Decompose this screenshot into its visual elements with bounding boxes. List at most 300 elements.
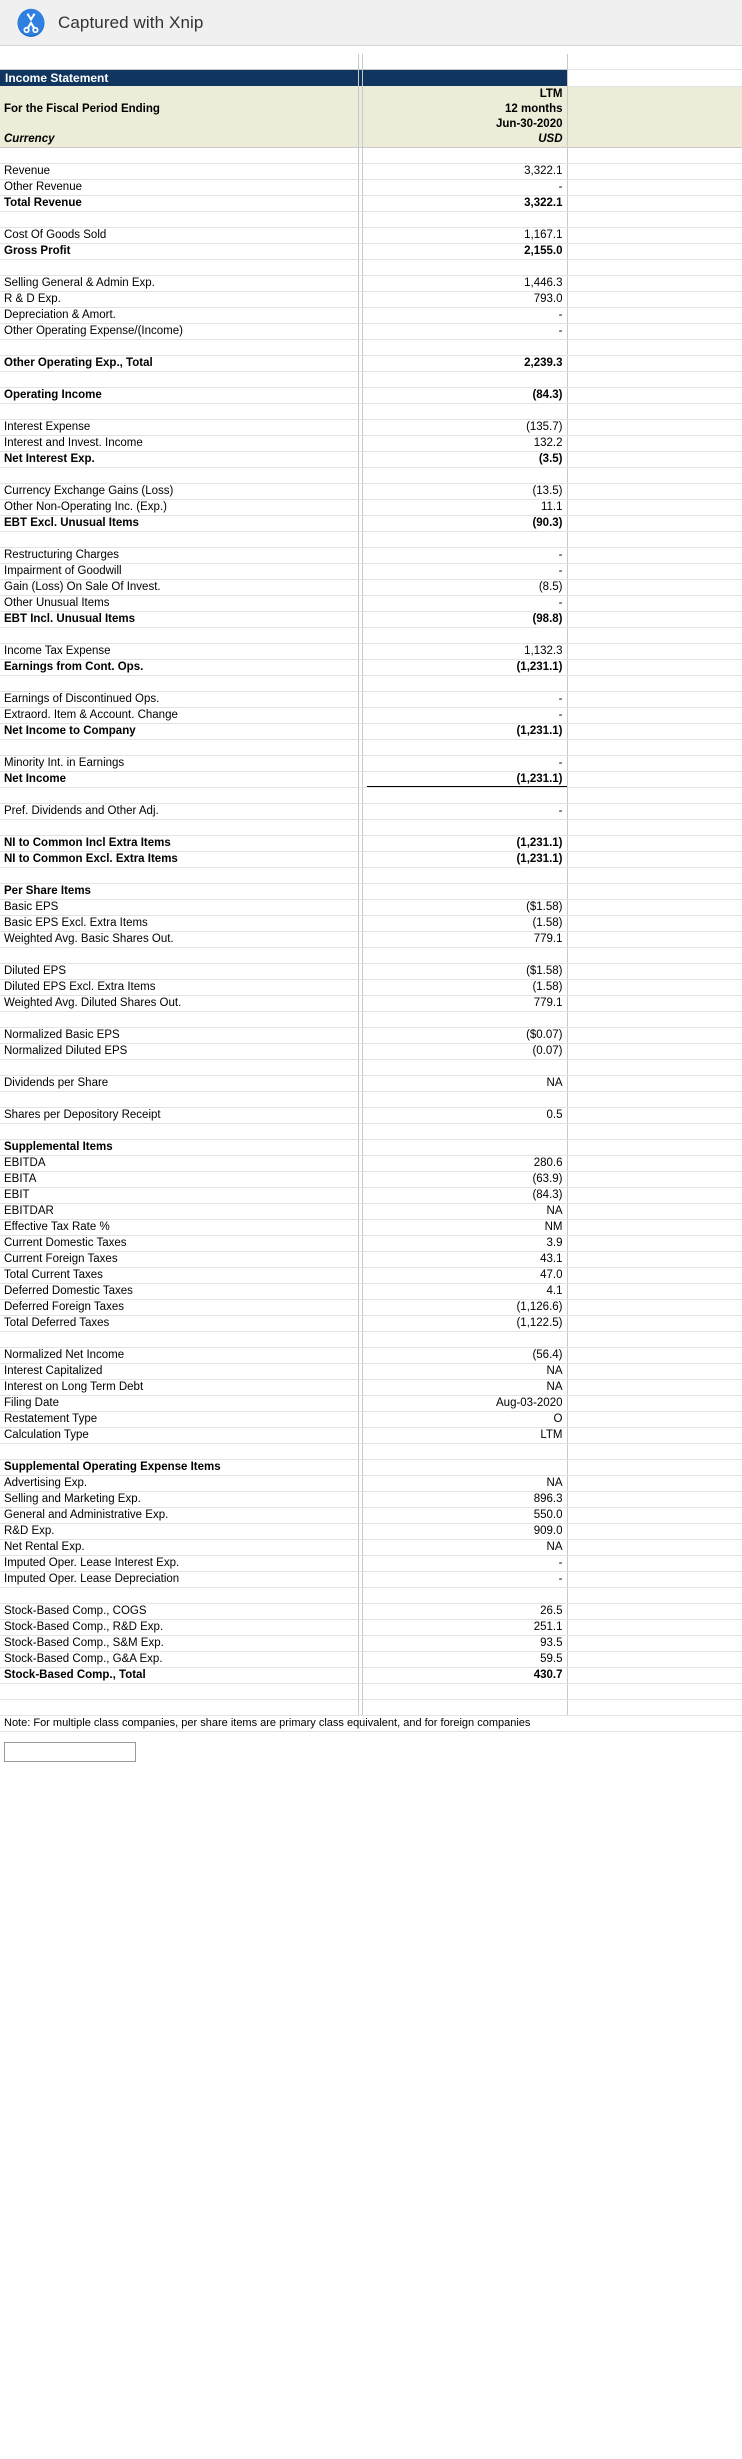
row-tail-cell bbox=[567, 1075, 742, 1091]
row-value: (1.58) bbox=[362, 979, 567, 995]
row-tail-cell bbox=[567, 1491, 742, 1507]
row-value: 59.5 bbox=[362, 1651, 567, 1667]
row-value: (13.5) bbox=[362, 483, 567, 499]
row-tail-cell bbox=[567, 339, 742, 355]
row-label: Current Foreign Taxes bbox=[0, 1251, 358, 1267]
row-label: Advertising Exp. bbox=[0, 1475, 358, 1491]
row-value: (1,231.1) bbox=[362, 771, 567, 787]
spacer-value-cell bbox=[362, 1011, 567, 1027]
row-label: Minority Int. in Earnings bbox=[0, 755, 358, 771]
row-tail-cell bbox=[567, 883, 742, 899]
header-tail-1 bbox=[567, 86, 742, 102]
row-value: ($0.07) bbox=[362, 1027, 567, 1043]
row-tail-cell bbox=[567, 1635, 742, 1651]
spacer-value-cell bbox=[362, 947, 567, 963]
period-end-date: Jun-30-2020 bbox=[362, 117, 567, 132]
row-label: Depreciation & Amort. bbox=[0, 307, 358, 323]
table-row bbox=[0, 691, 742, 707]
table-row bbox=[0, 1171, 742, 1187]
row-label: Weighted Avg. Basic Shares Out. bbox=[0, 931, 358, 947]
row-value: (1,122.5) bbox=[362, 1315, 567, 1331]
spacer-label-cell bbox=[0, 1683, 358, 1699]
row-value: (1,231.1) bbox=[362, 835, 567, 851]
table-row-grand-total bbox=[0, 771, 742, 787]
table-row bbox=[0, 1523, 742, 1539]
row-label: Interest Expense bbox=[0, 419, 358, 435]
spacer-value-cell bbox=[362, 787, 567, 803]
row-tail-cell bbox=[567, 1699, 742, 1715]
spacer-label-cell bbox=[0, 371, 358, 387]
period-label: For the Fiscal Period Ending bbox=[0, 102, 358, 117]
row-tail-cell bbox=[567, 947, 742, 963]
row-tail-cell bbox=[567, 323, 742, 339]
row-tail-cell bbox=[567, 259, 742, 275]
row-value: - bbox=[362, 1555, 567, 1571]
row-value: O bbox=[362, 1411, 567, 1427]
row-label: EBITDA bbox=[0, 1155, 358, 1171]
row-label: Impairment of Goodwill bbox=[0, 563, 358, 579]
row-label: Earnings of Discontinued Ops. bbox=[0, 691, 358, 707]
header-row-period bbox=[0, 102, 742, 117]
row-label: EBITDAR bbox=[0, 1203, 358, 1219]
table-row bbox=[0, 1155, 742, 1171]
row-tail-cell bbox=[567, 1395, 742, 1411]
row-tail-cell bbox=[567, 851, 742, 867]
row-value: 251.1 bbox=[362, 1619, 567, 1635]
row-tail-cell bbox=[567, 1331, 742, 1347]
row-label: Diluted EPS Excl. Extra Items bbox=[0, 979, 358, 995]
row-tail-cell bbox=[567, 467, 742, 483]
row-tail-cell bbox=[567, 1443, 742, 1459]
spacer-value-cell bbox=[362, 339, 567, 355]
row-value: 3.9 bbox=[362, 1235, 567, 1251]
table-row bbox=[0, 579, 742, 595]
spacer-label-cell bbox=[0, 147, 358, 163]
table-row-total bbox=[0, 515, 742, 531]
spacer-value-cell bbox=[362, 1587, 567, 1603]
row-tail-cell bbox=[567, 195, 742, 211]
spacer-row bbox=[0, 371, 742, 387]
table-row bbox=[0, 435, 742, 451]
income-statement-sheet bbox=[0, 46, 742, 1762]
row-label: Stock-Based Comp., Total bbox=[0, 1667, 358, 1683]
spacer-value-cell bbox=[362, 867, 567, 883]
table-body bbox=[0, 54, 742, 1715]
row-label: EBITA bbox=[0, 1171, 358, 1187]
row-tail-cell bbox=[567, 1683, 742, 1699]
row-value: NA bbox=[362, 1379, 567, 1395]
table-section-heading bbox=[0, 883, 742, 899]
table-row bbox=[0, 227, 742, 243]
row-tail-cell bbox=[567, 1283, 742, 1299]
row-tail-cell bbox=[567, 931, 742, 947]
row-label: Restructuring Charges bbox=[0, 547, 358, 563]
row-tail-cell bbox=[567, 499, 742, 515]
table-row bbox=[0, 547, 742, 563]
spacer-value-cell bbox=[362, 819, 567, 835]
row-label: EBT Excl. Unusual Items bbox=[0, 515, 358, 531]
spacer-row bbox=[0, 211, 742, 227]
row-tail-cell bbox=[567, 1027, 742, 1043]
table-row-total bbox=[0, 451, 742, 467]
row-label: Restatement Type bbox=[0, 1411, 358, 1427]
row-value: (8.5) bbox=[362, 579, 567, 595]
row-tail-cell bbox=[567, 1539, 742, 1555]
row-label: Other Operating Exp., Total bbox=[0, 355, 358, 371]
table-section-heading bbox=[0, 1459, 742, 1475]
spacer-value-cell bbox=[362, 1059, 567, 1075]
table-row bbox=[0, 1043, 742, 1059]
row-value: NA bbox=[362, 1363, 567, 1379]
row-label: Selling General & Admin Exp. bbox=[0, 275, 358, 291]
table-row-total bbox=[0, 835, 742, 851]
row-value: Aug-03-2020 bbox=[362, 1395, 567, 1411]
row-label: Net Income to Company bbox=[0, 723, 358, 739]
table-section-heading bbox=[0, 1139, 742, 1155]
row-value: 779.1 bbox=[362, 931, 567, 947]
spacer-value-cell bbox=[362, 1331, 567, 1347]
header-tail-4 bbox=[567, 132, 742, 148]
spacer-row bbox=[0, 787, 742, 803]
spacer-row bbox=[0, 675, 742, 691]
xnip-capture-label: Captured with Xnip bbox=[58, 12, 204, 32]
row-tail-cell bbox=[567, 755, 742, 771]
spacer-label-cell bbox=[0, 1587, 358, 1603]
row-tail-cell bbox=[567, 291, 742, 307]
row-label: Stock-Based Comp., R&D Exp. bbox=[0, 1619, 358, 1635]
row-value: ($1.58) bbox=[362, 899, 567, 915]
row-value: - bbox=[362, 755, 567, 771]
row-tail-cell bbox=[567, 355, 742, 371]
row-value: (84.3) bbox=[362, 1187, 567, 1203]
row-value: 550.0 bbox=[362, 1507, 567, 1523]
table-row bbox=[0, 1283, 742, 1299]
row-value: - bbox=[362, 323, 567, 339]
row-value: (1,231.1) bbox=[362, 723, 567, 739]
row-tail-cell bbox=[567, 451, 742, 467]
row-tail-cell bbox=[567, 419, 742, 435]
row-tail-cell bbox=[567, 995, 742, 1011]
row-tail-cell bbox=[567, 1219, 742, 1235]
row-tail-cell bbox=[567, 1427, 742, 1443]
table-row bbox=[0, 1379, 742, 1395]
row-label: Stock-Based Comp., G&A Exp. bbox=[0, 1651, 358, 1667]
row-value: 47.0 bbox=[362, 1267, 567, 1283]
row-tail-cell bbox=[567, 1523, 742, 1539]
row-label: Imputed Oper. Lease Interest Exp. bbox=[0, 1555, 358, 1571]
row-tail-cell bbox=[567, 1203, 742, 1219]
row-tail-cell bbox=[567, 627, 742, 643]
spacer-row bbox=[0, 1587, 742, 1603]
table-row-total bbox=[0, 195, 742, 211]
row-label: Net Interest Exp. bbox=[0, 451, 358, 467]
spacer-value-cell bbox=[362, 739, 567, 755]
table-row bbox=[0, 483, 742, 499]
spacer-label-cell bbox=[0, 739, 358, 755]
table-row bbox=[0, 1539, 742, 1555]
spacer-label-cell bbox=[0, 467, 358, 483]
table-row bbox=[0, 1075, 742, 1091]
spacer-row bbox=[0, 1683, 742, 1699]
row-tail-cell bbox=[567, 835, 742, 851]
row-value: 0.5 bbox=[362, 1107, 567, 1123]
table-row bbox=[0, 915, 742, 931]
spacer-row bbox=[0, 1443, 742, 1459]
row-tail-cell bbox=[567, 1587, 742, 1603]
spacer-row bbox=[0, 1011, 742, 1027]
table-row bbox=[0, 707, 742, 723]
spacer-value-cell bbox=[362, 467, 567, 483]
header-tail-3 bbox=[567, 117, 742, 132]
row-value: ($1.58) bbox=[362, 963, 567, 979]
row-value: 896.3 bbox=[362, 1491, 567, 1507]
header-row-currency bbox=[0, 132, 742, 148]
row-tail-cell bbox=[567, 531, 742, 547]
table-row bbox=[0, 931, 742, 947]
row-label: Selling and Marketing Exp. bbox=[0, 1491, 358, 1507]
row-value: - bbox=[362, 547, 567, 563]
row-tail-cell bbox=[567, 691, 742, 707]
income-statement-table bbox=[0, 54, 742, 1716]
table-row bbox=[0, 1395, 742, 1411]
header-blank-label-2 bbox=[0, 117, 358, 132]
row-label: R&D Exp. bbox=[0, 1523, 358, 1539]
spacer-label-cell bbox=[0, 403, 358, 419]
row-tail-cell bbox=[567, 1459, 742, 1475]
table-row bbox=[0, 1475, 742, 1491]
row-label: Stock-Based Comp., S&M Exp. bbox=[0, 1635, 358, 1651]
table-row-total bbox=[0, 1667, 742, 1683]
row-label: Cost Of Goods Sold bbox=[0, 227, 358, 243]
row-label: Revenue bbox=[0, 163, 358, 179]
row-label: NI to Common Incl Extra Items bbox=[0, 835, 358, 851]
spacer-label-cell bbox=[0, 259, 358, 275]
header-row-date bbox=[0, 117, 742, 132]
spacer-value-cell bbox=[362, 371, 567, 387]
row-value bbox=[362, 883, 567, 899]
spacer-row bbox=[0, 1699, 742, 1715]
row-tail-cell bbox=[567, 1091, 742, 1107]
row-label: Total Current Taxes bbox=[0, 1267, 358, 1283]
spacer-label-cell bbox=[0, 787, 358, 803]
table-row bbox=[0, 755, 742, 771]
row-tail-cell bbox=[567, 1651, 742, 1667]
table-row bbox=[0, 1187, 742, 1203]
row-label: Currency Exchange Gains (Loss) bbox=[0, 483, 358, 499]
row-value: (90.3) bbox=[362, 515, 567, 531]
row-value: 3,322.1 bbox=[362, 195, 567, 211]
row-label: Pref. Dividends and Other Adj. bbox=[0, 803, 358, 819]
row-label: Weighted Avg. Diluted Shares Out. bbox=[0, 995, 358, 1011]
row-value: 1,132.3 bbox=[362, 643, 567, 659]
section-title-tail bbox=[567, 70, 742, 87]
row-value: 3,322.1 bbox=[362, 163, 567, 179]
row-value: - bbox=[362, 307, 567, 323]
table-row bbox=[0, 1635, 742, 1651]
table-row bbox=[0, 563, 742, 579]
xnip-capture-bar bbox=[0, 0, 742, 46]
footer-input-box[interactable] bbox=[4, 1742, 136, 1762]
row-value: 43.1 bbox=[362, 1251, 567, 1267]
section-title: Income Statement bbox=[0, 70, 358, 87]
row-value: 2,155.0 bbox=[362, 243, 567, 259]
table-row bbox=[0, 1555, 742, 1571]
row-tail-cell bbox=[567, 1043, 742, 1059]
row-value: NA bbox=[362, 1203, 567, 1219]
row-label: EBIT bbox=[0, 1187, 358, 1203]
row-value: NM bbox=[362, 1219, 567, 1235]
row-tail-cell bbox=[567, 1299, 742, 1315]
table-row bbox=[0, 1027, 742, 1043]
table-row bbox=[0, 291, 742, 307]
row-tail-cell bbox=[567, 1123, 742, 1139]
spacer-row bbox=[0, 739, 742, 755]
row-value: (98.8) bbox=[362, 611, 567, 627]
row-tail-cell bbox=[567, 771, 742, 787]
spacer-row bbox=[0, 339, 742, 355]
spacer-value-cell bbox=[362, 531, 567, 547]
spacer-label-cell bbox=[0, 627, 358, 643]
row-tail-cell bbox=[567, 979, 742, 995]
row-label: Dividends per Share bbox=[0, 1075, 358, 1091]
row-tail-cell bbox=[567, 435, 742, 451]
xnip-scissors-icon bbox=[16, 8, 46, 38]
row-tail-cell bbox=[567, 659, 742, 675]
row-label: Extraord. Item & Account. Change bbox=[0, 707, 358, 723]
row-value: (1.58) bbox=[362, 915, 567, 931]
row-value: 2,239.3 bbox=[362, 355, 567, 371]
row-label: Total Revenue bbox=[0, 195, 358, 211]
spacer-label-cell bbox=[0, 1123, 358, 1139]
currency-value: USD bbox=[362, 132, 567, 148]
row-tail-cell bbox=[567, 1667, 742, 1683]
row-tail-cell bbox=[567, 963, 742, 979]
row-value: 280.6 bbox=[362, 1155, 567, 1171]
row-value: (0.07) bbox=[362, 1043, 567, 1059]
row-label: Imputed Oper. Lease Depreciation bbox=[0, 1571, 358, 1587]
spacer-row bbox=[0, 947, 742, 963]
spacer-row bbox=[0, 819, 742, 835]
table-row bbox=[0, 179, 742, 195]
table-row bbox=[0, 1651, 742, 1667]
table-row bbox=[0, 1347, 742, 1363]
row-value: - bbox=[362, 691, 567, 707]
row-tail-cell bbox=[567, 915, 742, 931]
row-value: 11.1 bbox=[362, 499, 567, 515]
row-tail-cell bbox=[567, 1619, 742, 1635]
table-row bbox=[0, 803, 742, 819]
row-value: 1,167.1 bbox=[362, 227, 567, 243]
row-tail-cell bbox=[567, 163, 742, 179]
table-row bbox=[0, 1507, 742, 1523]
spacer-label-cell bbox=[0, 1011, 358, 1027]
row-tail-cell bbox=[567, 1139, 742, 1155]
spacer-label-cell bbox=[0, 1443, 358, 1459]
table-row bbox=[0, 1363, 742, 1379]
row-label: R & D Exp. bbox=[0, 291, 358, 307]
spacer-label-cell bbox=[0, 1699, 358, 1715]
table-row bbox=[0, 419, 742, 435]
table-row bbox=[0, 307, 742, 323]
table-row bbox=[0, 163, 742, 179]
row-label: Shares per Depository Receipt bbox=[0, 1107, 358, 1123]
header-row-ltm bbox=[0, 86, 742, 102]
row-tail-cell bbox=[567, 1571, 742, 1587]
spacer-label-cell bbox=[0, 675, 358, 691]
row-tail-cell bbox=[567, 1267, 742, 1283]
row-tail-cell bbox=[567, 563, 742, 579]
row-value: 793.0 bbox=[362, 291, 567, 307]
table-row bbox=[0, 275, 742, 291]
spacer-label-cell bbox=[0, 867, 358, 883]
spacer-label-cell bbox=[0, 211, 358, 227]
row-tail-cell bbox=[567, 515, 742, 531]
table-row-total bbox=[0, 243, 742, 259]
row-label: Net Income bbox=[0, 771, 358, 787]
row-value: (1,231.1) bbox=[362, 659, 567, 675]
spacer-label-cell bbox=[0, 1331, 358, 1347]
rule-cell-value bbox=[362, 54, 567, 70]
row-value: - bbox=[362, 595, 567, 611]
header-tail-2 bbox=[567, 102, 742, 117]
row-value: (3.5) bbox=[362, 451, 567, 467]
row-tail-cell bbox=[567, 595, 742, 611]
row-tail-cell bbox=[567, 1059, 742, 1075]
row-value: - bbox=[362, 707, 567, 723]
row-label: Interest Capitalized bbox=[0, 1363, 358, 1379]
row-label: Interest on Long Term Debt bbox=[0, 1379, 358, 1395]
row-tail-cell bbox=[567, 867, 742, 883]
spacer-value-cell bbox=[362, 675, 567, 691]
row-tail-cell bbox=[567, 675, 742, 691]
row-tail-cell bbox=[567, 403, 742, 419]
table-row bbox=[0, 1571, 742, 1587]
row-tail-cell bbox=[567, 739, 742, 755]
table-row bbox=[0, 899, 742, 915]
table-row bbox=[0, 1411, 742, 1427]
spacer-value-cell bbox=[362, 147, 567, 163]
spacer-row bbox=[0, 867, 742, 883]
table-row bbox=[0, 323, 742, 339]
row-label: General and Administrative Exp. bbox=[0, 1507, 358, 1523]
row-label: Gain (Loss) On Sale Of Invest. bbox=[0, 579, 358, 595]
table-row bbox=[0, 1299, 742, 1315]
row-value: 909.0 bbox=[362, 1523, 567, 1539]
row-tail-cell bbox=[567, 1251, 742, 1267]
row-tail-cell bbox=[567, 1155, 742, 1171]
row-value: 93.5 bbox=[362, 1635, 567, 1651]
row-value: 26.5 bbox=[362, 1603, 567, 1619]
row-value: (56.4) bbox=[362, 1347, 567, 1363]
row-label: Per Share Items bbox=[0, 883, 358, 899]
spacer-row bbox=[0, 1123, 742, 1139]
row-tail-cell bbox=[567, 1363, 742, 1379]
spacer-label-cell bbox=[0, 947, 358, 963]
row-value: (1,231.1) bbox=[362, 851, 567, 867]
row-tail-cell bbox=[567, 579, 742, 595]
row-label: Basic EPS bbox=[0, 899, 358, 915]
table-row bbox=[0, 979, 742, 995]
footnote-text: Note: For multiple class companies, per share items are primary class equivalent, and for foreign companies bbox=[0, 1716, 742, 1732]
table-row bbox=[0, 963, 742, 979]
row-label: Normalized Net Income bbox=[0, 1347, 358, 1363]
header-blank-label bbox=[0, 86, 358, 102]
row-value: (63.9) bbox=[362, 1171, 567, 1187]
row-label: Operating Income bbox=[0, 387, 358, 403]
row-tail-cell bbox=[567, 483, 742, 499]
spacer-value-cell bbox=[362, 627, 567, 643]
row-label: Filing Date bbox=[0, 1395, 358, 1411]
